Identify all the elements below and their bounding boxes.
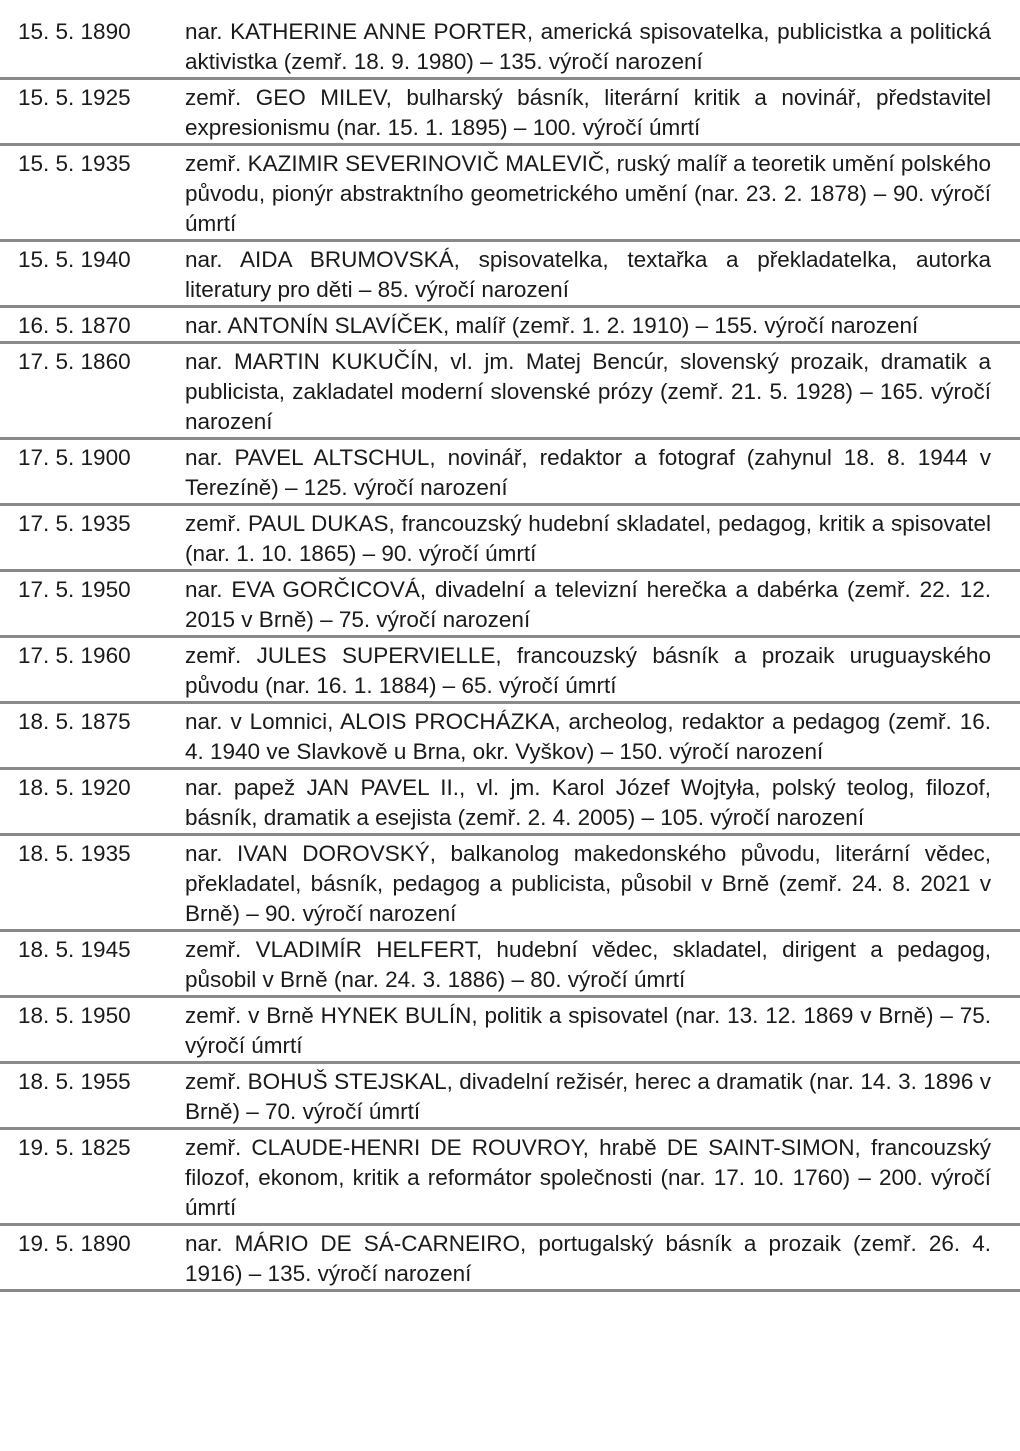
list-item <box>0 572 1020 638</box>
list-item <box>0 146 1020 242</box>
entry-date: 18. 5. 1955 <box>18 1069 131 1094</box>
list-item <box>0 308 1020 344</box>
entry-date: 18. 5. 1875 <box>18 709 131 734</box>
entry-text: nar. IVAN DOROVSKÝ, balkanolog makedonského původu, literární vědec, překladatel, básník, pedagog a publicista, působil v Brně (zemř. 24. 8. 2021 v Brně) – 90. výročí narození <box>185 841 991 926</box>
entry-text: zemř. GEO MILEV, bulharský básník, literární kritik a novinář, představitel expresionismu (nar. 15. 1. 1895) – 100. výročí úmrtí <box>185 85 991 140</box>
entry-date: 15. 5. 1925 <box>18 85 131 110</box>
entry-date: 18. 5. 1935 <box>18 841 131 866</box>
entry-text: zemř. VLADIMÍR HELFERT, hudební vědec, skladatel, dirigent a pedagog, působil v Brně (nar. 24. 3. 1886) – 80. výročí úmrtí <box>185 937 991 992</box>
entry-date: 17. 5. 1900 <box>18 445 131 470</box>
entry-date: 18. 5. 1920 <box>18 775 131 800</box>
entry-text: nar. AIDA BRUMOVSKÁ, spisovatelka, textařka a překladatelka, autorka literatury pro děti – 85. výročí narození <box>185 247 991 302</box>
entry-text: nar. MARTIN KUKUČÍN, vl. jm. Matej Bencúr, slovenský prozaik, dramatik a publicista, zakladatel moderní slovenské prózy (zemř. 21. 5. 1928) – 165. výročí narození <box>185 349 991 434</box>
list-item <box>0 998 1020 1064</box>
entry-text: nar. PAVEL ALTSCHUL, novinář, redaktor a fotograf (zahynul 18. 8. 1944 v Terezíně) – 125. výročí narození <box>185 445 991 500</box>
list-item <box>0 770 1020 836</box>
list-item <box>0 1130 1020 1226</box>
entry-text: nar. EVA GORČICOVÁ, divadelní a televizní herečka a dabérka (zemř. 22. 12. 2015 v Brně) – 75. výročí narození <box>185 577 991 632</box>
list-item <box>0 638 1020 704</box>
entry-text: nar. ANTONÍN SLAVÍČEK, malíř (zemř. 1. 2. 1910) – 155. výročí narození <box>185 313 919 338</box>
entry-text: nar. KATHERINE ANNE PORTER, americká spisovatelka, publicistka a politická aktivistka (zemř. 18. 9. 1980) – 135. výročí narození <box>185 19 991 74</box>
entry-text: nar. v Lomnici, ALOIS PROCHÁZKA, archeolog, redaktor a pedagog (zemř. 16. 4. 1940 ve Slavkově u Brna, okr. Vyškov) – 150. výročí narození <box>185 709 991 764</box>
entry-text: nar. papež JAN PAVEL II., vl. jm. Karol Józef Wojtyła, polský teolog, filozof, básník, dramatik a esejista (zemř. 2. 4. 2005) – 105. výročí narození <box>185 775 991 830</box>
entry-date: 15. 5. 1935 <box>18 151 131 176</box>
entry-text: zemř. CLAUDE-HENRI DE ROUVROY, hrabě DE SAINT-SIMON, francouzský filozof, ekonom, kritik a reformátor společnosti (nar. 17. 10. 1760) – 200. výročí úmrtí <box>185 1135 991 1220</box>
entry-text: zemř. PAUL DUKAS, francouzský hudební skladatel, pedagog, kritik a spisovatel (nar. 1. 10. 1865) – 90. výročí úmrtí <box>185 511 991 566</box>
entry-date: 17. 5. 1935 <box>18 511 131 536</box>
entry-date: 17. 5. 1860 <box>18 349 131 374</box>
entry-date: 15. 5. 1940 <box>18 247 131 272</box>
entry-text: zemř. BOHUŠ STEJSKAL, divadelní režisér, herec a dramatik (nar. 14. 3. 1896 v Brně) – 70. výročí úmrtí <box>185 1069 991 1124</box>
entry-date: 17. 5. 1960 <box>18 643 131 668</box>
entry-date: 19. 5. 1825 <box>18 1135 131 1160</box>
entry-text: nar. MÁRIO DE SÁ-CARNEIRO, portugalský básník a prozaik (zemř. 26. 4. 1916) – 135. výročí narození <box>185 1231 991 1286</box>
entry-date: 19. 5. 1890 <box>18 1231 131 1256</box>
entry-date: 15. 5. 1890 <box>18 19 131 44</box>
list-item <box>0 242 1020 308</box>
list-item <box>0 836 1020 932</box>
list-item <box>0 440 1020 506</box>
list-item <box>0 344 1020 440</box>
entry-date: 18. 5. 1945 <box>18 937 131 962</box>
list-item <box>0 1064 1020 1130</box>
entry-text: zemř. KAZIMIR SEVERINOVIČ MALEVIČ, ruský malíř a teoretik umění polského původu, pionýr abstraktního geometrického umění (nar. 23. 2. 1878) – 90. výročí úmrtí <box>185 151 991 236</box>
entry-date: 16. 5. 1870 <box>18 313 131 338</box>
list-item <box>0 80 1020 146</box>
entry-text: zemř. JULES SUPERVIELLE, francouzský básník a prozaik uruguayského původu (nar. 16. 1. 1884) – 65. výročí úmrtí <box>185 643 991 698</box>
list-item <box>0 704 1020 770</box>
entry-date: 18. 5. 1950 <box>18 1003 131 1028</box>
list-item <box>0 932 1020 998</box>
entry-date: 17. 5. 1950 <box>18 577 131 602</box>
anniversary-list <box>0 14 1020 1292</box>
list-item <box>0 14 1020 80</box>
list-item <box>0 506 1020 572</box>
entry-text: zemř. v Brně HYNEK BULÍN, politik a spisovatel (nar. 13. 12. 1869 v Brně) – 75. výročí úmrtí <box>185 1003 991 1058</box>
list-item <box>0 1226 1020 1292</box>
